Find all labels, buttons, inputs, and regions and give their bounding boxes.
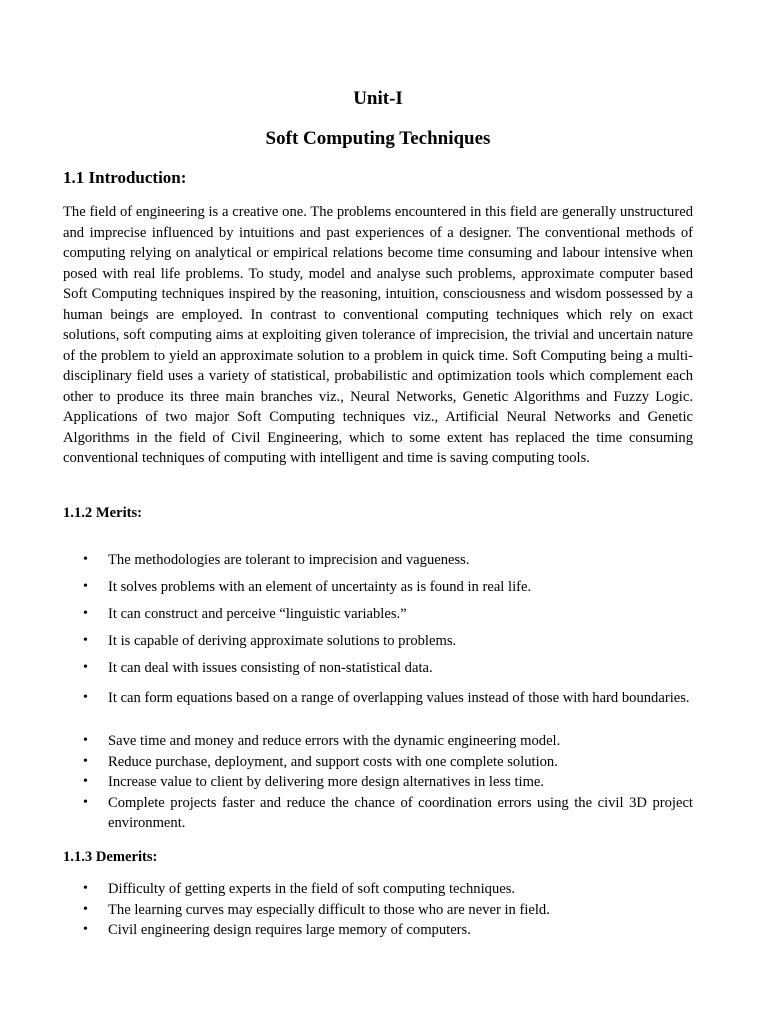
list-item-text: Reduce purchase, deployment, and support costs with one complete solution. <box>108 753 558 770</box>
demerits-heading: 1.1.3 Demerits: <box>63 849 158 865</box>
list-item <box>63 658 693 678</box>
list-item-text: It can construct and perceive “linguistic variables.” <box>108 606 407 622</box>
list-item-text: Civil engineering design requires large memory of computers. <box>108 922 471 938</box>
merits-heading: 1.1.2 Merits: <box>63 505 143 521</box>
list-item <box>63 793 693 834</box>
bullet-icon: • <box>83 774 88 789</box>
merits-list-continued <box>63 731 693 834</box>
list-item <box>63 879 693 900</box>
bullet-icon: • <box>83 552 88 567</box>
list-item-text: It solves problems with an element of uncertainty as is found in real life. <box>108 579 532 595</box>
bullet-icon: • <box>83 922 88 937</box>
list-item <box>63 685 693 711</box>
list-item <box>63 920 693 941</box>
list-item-text: It can deal with issues consisting of non-statistical data. <box>108 660 433 676</box>
demerits-list <box>63 879 693 941</box>
introduction-paragraph: The field of engineering is a creative one. The problems encountered in this field are generally unstructured and imprecise influenced by intuitions and past experiences of a designer. The conventional methods of computing relying on analytical or empirical relations become time consuming and labour intensive when posed with real life problems. To study, model and analyse such problems, approximate computer based Soft Computing techniques inspired by the reasoning, intuition, consciousness and wisdom possessed by a human beings are employed. In contrast to conventional computing techniques which rely on exact solutions, soft computing aims at exploiting given tolerance of imprecision, the trivial and uncertain nature of the problem to yield an approximate solution to a problem in quick time. Soft Computing being a multi-disciplinary field uses a variety of statistical, probabilistic and optimization tools which complement each other to produce its three main branches viz., Neural Networks, Genetic Algorithms and Fuzzy Logic. Applications of two major Soft Computing techniques viz., Artificial Neural Networks and Genetic Algorithms in the field of Civil Engineering, which to some extent has replaced the time consuming conventional techniques of computing with intelligent and time is saving computing tools. <box>63 204 693 466</box>
list-item-text: It is capable of deriving approximate solutions to problems. <box>108 633 457 649</box>
bullet-icon: • <box>83 633 88 648</box>
list-item <box>63 900 693 921</box>
bullet-icon: • <box>83 881 88 896</box>
bullet-icon: • <box>83 901 88 917</box>
list-item <box>63 772 693 793</box>
list-item-text: The learning curves may especially difficult to those who are never in field. <box>108 901 550 918</box>
list-item-text: It can form equations based on a range of overlapping values instead of those with hard boundaries. <box>108 690 690 706</box>
list-item <box>63 631 693 651</box>
bullet-icon: • <box>83 579 88 594</box>
introduction-heading: 1.1 Introduction: <box>63 168 187 187</box>
list-item <box>63 550 693 570</box>
merits-list <box>63 550 693 711</box>
bullet-icon: • <box>83 753 88 769</box>
list-item <box>63 604 693 624</box>
list-item-text: Save time and money and reduce errors with the dynamic engineering model. <box>108 733 561 749</box>
list-item <box>63 731 693 752</box>
bullet-icon: • <box>83 733 88 748</box>
bullet-icon: • <box>83 606 88 621</box>
unit-title: Unit-I <box>353 88 403 109</box>
list-item <box>63 752 693 773</box>
list-item <box>63 577 693 597</box>
document-title: Soft Computing Techniques <box>265 128 491 149</box>
bullet-icon: • <box>83 690 88 705</box>
list-item-text: The methodologies are tolerant to imprecision and vagueness. <box>108 552 470 568</box>
list-item-text: Complete projects faster and reduce the chance of coordination errors using the civil 3D project environment. <box>108 794 693 831</box>
bullet-icon: • <box>83 660 88 675</box>
list-item-text: Increase value to client by delivering more design alternatives in less time. <box>108 774 545 790</box>
bullet-icon: • <box>83 794 88 810</box>
list-item-text: Difficulty of getting experts in the field of soft computing techniques. <box>108 881 516 897</box>
